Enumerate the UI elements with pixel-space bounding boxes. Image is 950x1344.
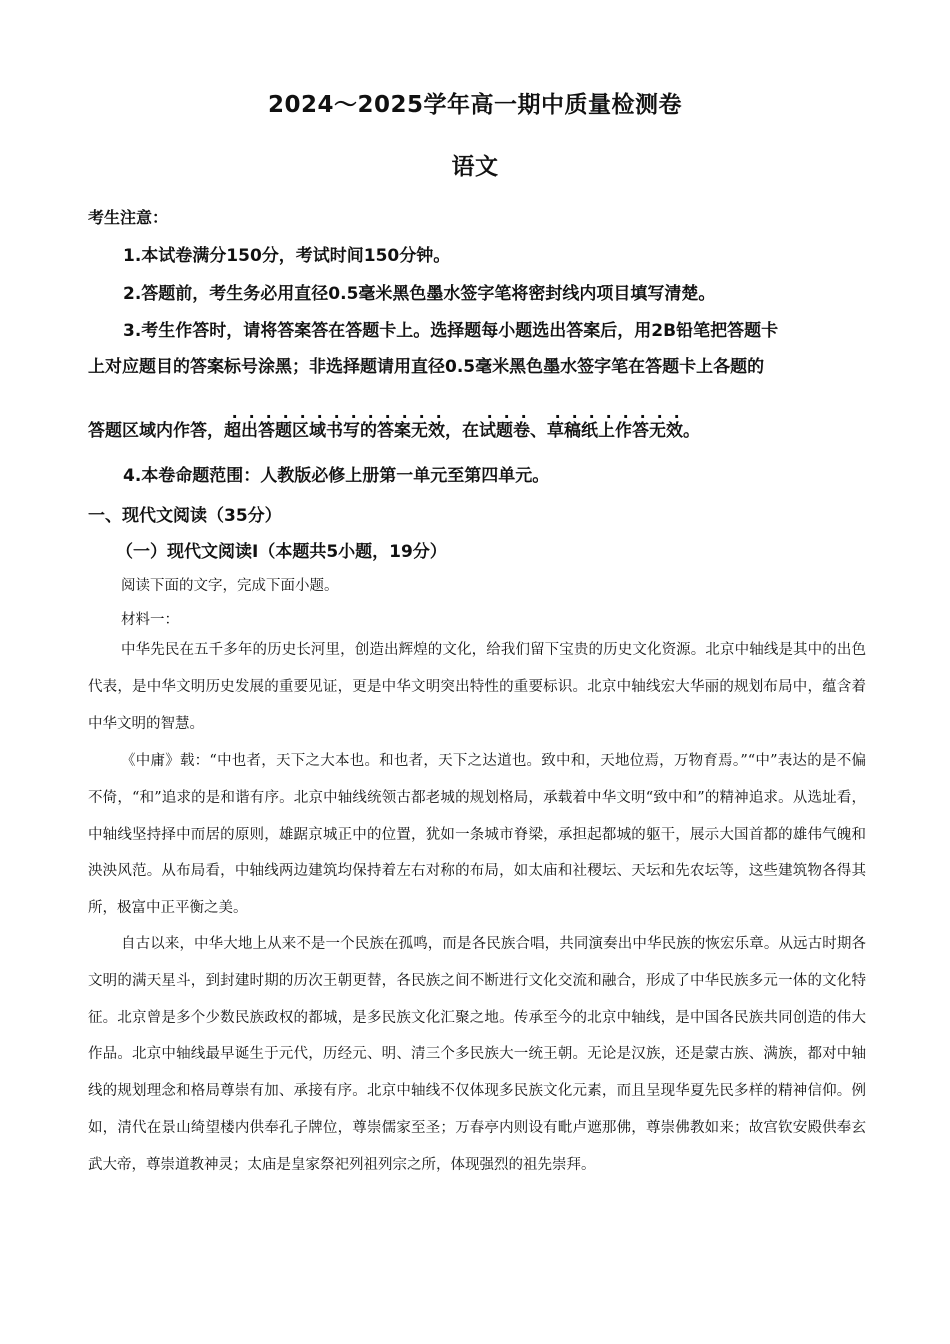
notice-item-3-line3 [88, 416, 700, 441]
notice-heading: 考生注意： [88, 208, 169, 227]
notice-item-3-line2: 上对应题目的答案标号涂黑；非选择题请用直径0.5毫米黑色墨水签字笔在答题卡上各题的 [88, 357, 765, 377]
notice-item-1: 1.本试卷满分150分，考试时间150分钟。 [123, 246, 451, 266]
emphasis-char: 超 [224, 421, 241, 441]
emphasis-char: 效 [666, 421, 683, 441]
notice-item-3-line1: 3.考生作答时，请将答案答在答题卡上。选择题每小题选出答案后，用2B铅笔把答题卡 [123, 321, 779, 341]
section-heading: 一、现代文阅读（35分） [88, 506, 282, 526]
emphasis-char: 题 [496, 421, 513, 441]
emphasis-char: 答 [632, 421, 649, 441]
emphasized-text-draft-paper [547, 421, 683, 441]
subsection-heading: （一）现代文阅读Ⅰ（本题共5小题，19分） [116, 542, 447, 562]
passage-paragraph-1: 中华先民在五千多年的历史长河里，创造出辉煌的文化，给我们留下宝贵的历史文化资源。北京中轴线是其中的出色代表，是中华文明历史发展的重要见证，更是中华文明突出特性的重要标识。北京中轴线宏大华丽的规划布局中，蕴含着中华文明的智慧。 [88, 642, 866, 732]
emphasis-char: 试 [479, 421, 496, 441]
emphasis-char: 题 [275, 421, 292, 441]
emphasis-char: 无 [411, 421, 428, 441]
emphasized-text-exam-paper [479, 421, 530, 441]
passage-paragraph-2: 《中庸》载：“中也者，天下之大本也。和也者，天下之达道也。致中和，天地位焉，万物育焉。”“中”表达的是不偏不倚，“和”追求的是和谐有序。北京中轴线统领古都老城的规划格局，承载着中华文明“致中和”的精神追求。从选址看，中轴线坚持择中而居的原则，雄踞京城正中的位置，犹如一条城市脊梁，承担起都城的躯干，展示大国首都的雄伟气魄和泱泱风范。从布局看，中轴线两边建筑均保持着左右对称的布局，如太庙和社稷坛、天坛和先农坛等，这些建筑物各得其所，极富中正平衡之美。 [88, 753, 866, 917]
emphasis-char: 域 [309, 421, 326, 441]
notice-item-4: 4.本卷命题范围：人教版必修上册第一单元至第四单元。 [123, 466, 550, 486]
material-label: 材料一： [121, 612, 179, 628]
emphasis-char: 答 [377, 421, 394, 441]
emphasis-char: 稿 [564, 421, 581, 441]
emphasis-char: 作 [615, 421, 632, 441]
emphasis-char: 纸 [581, 421, 598, 441]
passage-paragraph-3: 自古以来，中华大地上从来不是一个民族在孤鸣，而是各民族合唱，共同演奏出中华民族的恢宏乐章。从远古时期各文明的满天星斗，到封建时期的历次王朝更替，各民族之间不断进行文化交流和融合，形成了中华民族多元一体的文化特征。北京曾是多个少数民族政权的都城，是多民族文化汇聚之地。传承至今的北京中轴线，是中国各民族共同创造的伟大作品。北京中轴线最早诞生于元代，历经元、明、清三个多民族大一统王朝。无论是汉族，还是蒙古族、满族，都对中轴线的规划理念和格局尊崇有加、承接有序。北京中轴线不仅体现多民族文化元素，而且呈现华夏先民多样的精神信仰。例如，清代在景山绮望楼内供奉孔子牌位，尊崇儒家至圣；万春亭内则设有毗卢遮那佛，尊崇佛教如来；故宫钦安殿供奉玄武大帝，尊崇道教神灵；太庙是皇家祭祀列祖列宗之所，体现强烈的祖先崇拜。 [88, 936, 866, 1173]
emphasis-char: 区 [292, 421, 309, 441]
emphasis-char: 案 [394, 421, 411, 441]
emphasis-char: 草 [547, 421, 564, 441]
emphasis-char: 写 [343, 421, 360, 441]
emphasis-char: 书 [326, 421, 343, 441]
notice-item-3-line3-c: ，在 [445, 421, 479, 441]
notice-item-3-line3-a: 答题区域内作答， [88, 421, 224, 441]
notice-item-3-line3-e: 、 [530, 421, 547, 441]
notice-item-2: 2.答题前，考生务必用直径0.5毫米黑色墨水签字笔将密封线内项目填写清楚。 [123, 284, 716, 304]
emphasis-char: 无 [649, 421, 666, 441]
exam-title: 2024～2025学年高一期中质量检测卷 [267, 92, 683, 118]
emphasized-text-invalid-answers [224, 421, 445, 441]
reading-instruction: 阅读下面的文字，完成下面小题。 [121, 578, 339, 594]
subject-title: 语文 [451, 154, 499, 180]
emphasis-char: 出 [241, 421, 258, 441]
emphasis-char: 上 [598, 421, 615, 441]
notice-item-3-line3-g: 。 [683, 421, 700, 441]
emphasis-char: 答 [258, 421, 275, 441]
emphasis-char: 的 [360, 421, 377, 441]
emphasis-char: 卷 [513, 421, 530, 441]
emphasis-char: 效 [428, 421, 445, 441]
